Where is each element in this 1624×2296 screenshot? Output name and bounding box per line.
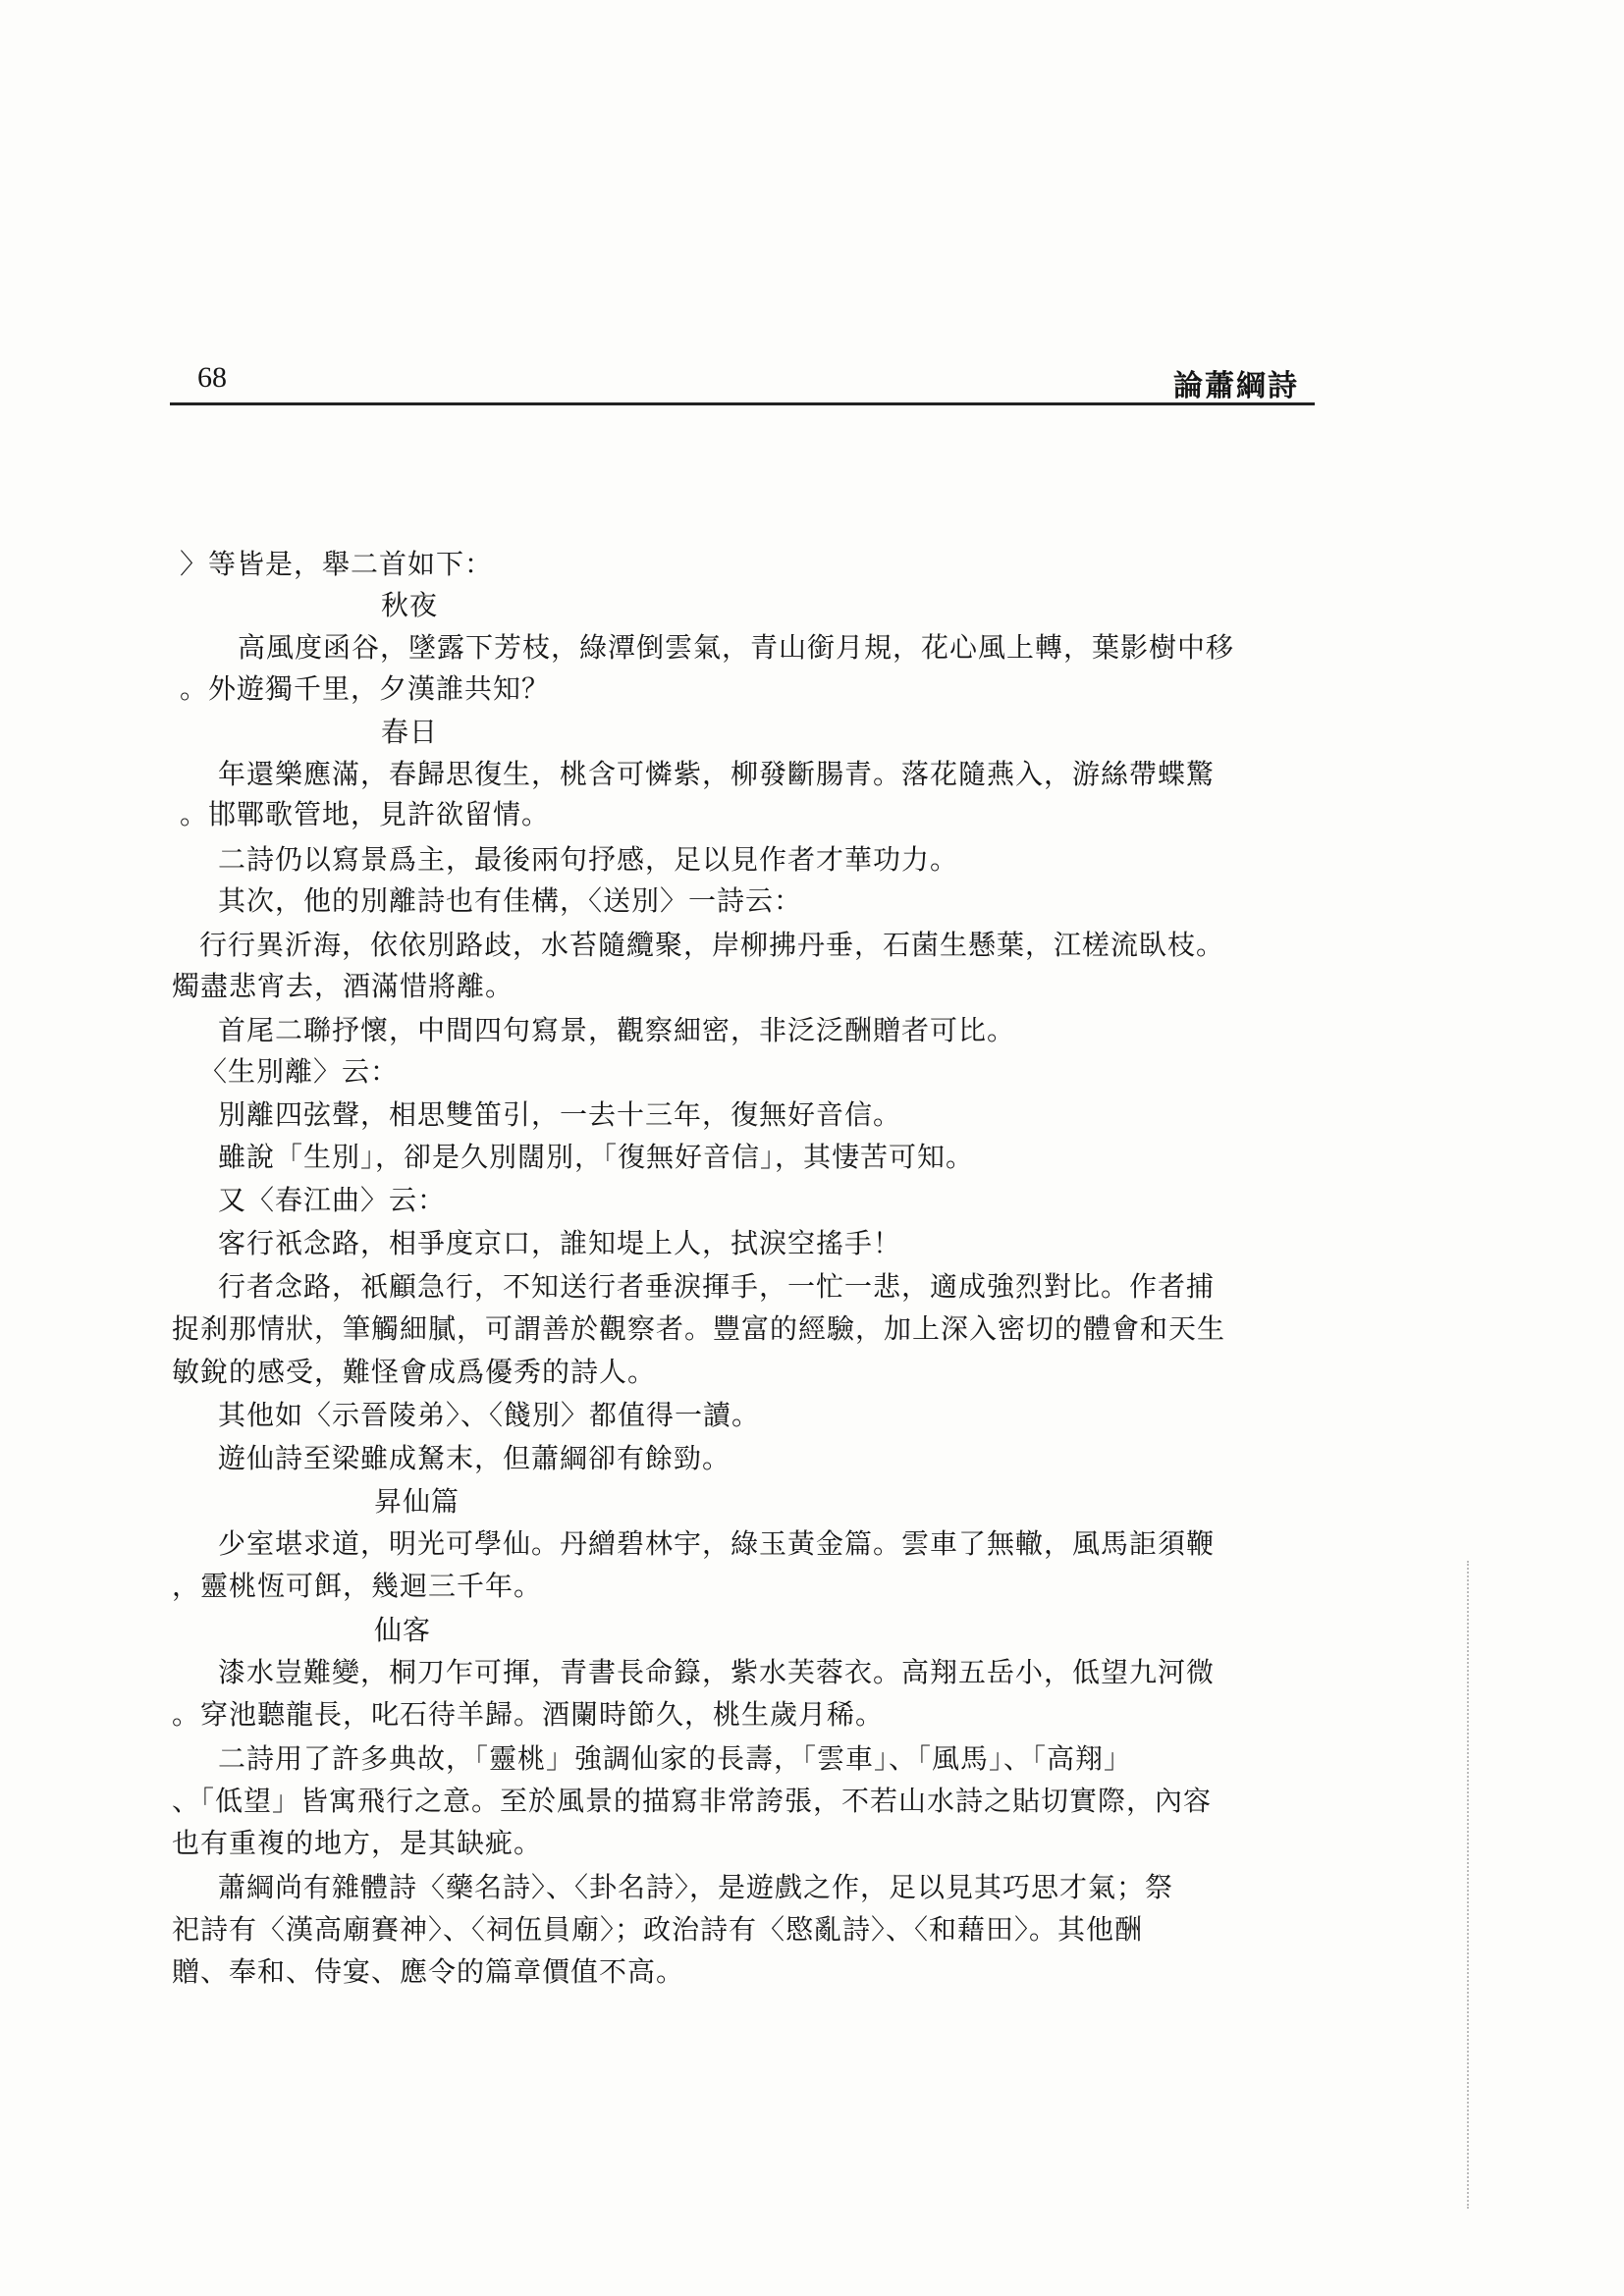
text-line: 捉刹那情狀，筆觸細膩，可謂善於觀察者。豐富的經驗，加上深入密切的體會和天生 <box>172 1312 1226 1345</box>
poem-line: 年還樂應滿，春歸思復生，桃含可憐紫，柳發斷腸青。落花隨燕入，游絲帶蝶驚 <box>218 758 1216 790</box>
poem-line: 。邯鄲歌管地，見許欲留情。 <box>180 798 551 830</box>
text-line: 行者念路，祇顧急行，不知送行者垂淚揮手，一忙一悲，適成強烈對比。作者捕 <box>218 1270 1216 1303</box>
text-line: 祀詩有〈漢高廟賽神〉、〈祠伍員廟〉；政治詩有〈愍亂詩〉、〈和藉田〉。其他酬 <box>172 1913 1144 1946</box>
text-line: 二詩用了許多典故，「靈桃」強調仙家的長壽，「雲車」、「風馬」、「高翔」 <box>218 1742 1133 1775</box>
poem-line: 別離四弦聲，相思雙笛引，一去十三年，復無好音信。 <box>218 1098 902 1131</box>
text-line: 蕭綱尚有雜體詩〈藥名詩〉、〈卦名詩〉，是遊戲之作，足以見其巧思才氣；祭 <box>218 1871 1174 1903</box>
text-line: 二詩仍以寫景爲主，最後兩句抒感，足以見作者才華功力。 <box>218 843 959 876</box>
text-line: 〈生別離〉云： <box>199 1055 400 1088</box>
page-number: 68 <box>197 361 227 394</box>
poem-line: 漆水豈難變，桐刀乍可揮，青書長命籙，紫水芙蓉衣。高翔五岳小，低望九河微 <box>218 1656 1216 1688</box>
poem-line: 客行祇念路，相爭度京口，誰知堤上人，拭淚空搖手！ <box>218 1227 902 1259</box>
text-line: 也有重複的地方，是其缺疵。 <box>172 1827 543 1859</box>
text-line: 〉等皆是，舉二首如下： <box>180 548 494 580</box>
text-line: 其他如〈示晉陵弟〉、〈餞別〉都值得一讀。 <box>218 1399 761 1431</box>
poem-title: 春日 <box>381 716 439 748</box>
text-line: 首尾二聯抒懷，中間四句寫景，觀察細密，非泛泛酬贈者可比。 <box>218 1014 1016 1046</box>
poem-line: 。穿池聽龍長，叱石待羊歸。酒闌時節久，桃生歲月稀。 <box>172 1698 885 1731</box>
poem-line: 高風度函谷，墜露下芳枝，綠潭倒雲氣，青山銜月規，花心風上轉，葉影樹中移 <box>238 631 1235 664</box>
text-line: 又〈春江曲〉云： <box>218 1184 447 1216</box>
poem-line: 行行異沂海，依依別路歧，水苔隨纜聚，岸柳拂丹垂，石菌生懸葉，江槎流臥枝。 <box>199 929 1225 961</box>
running-title: 論蕭綱詩 <box>1173 369 1299 403</box>
poem-title: 仙客 <box>374 1614 432 1646</box>
poem-title: 昇仙篇 <box>374 1485 460 1518</box>
scan-edge-line <box>1467 1561 1469 2209</box>
poem-line: ，靈桃恆可餌，幾迴三千年。 <box>172 1570 543 1602</box>
text-line: 、「低望」皆寓飛行之意。至於風景的描寫非常誇張，不若山水詩之貼切實際，內容 <box>172 1785 1213 1817</box>
poem-line: 少室堪求道，明光可學仙。丹繒碧林宇，綠玉黃金篇。雲車了無轍，風馬詎須鞭 <box>218 1527 1216 1560</box>
text-line: 贈、奉和、侍宴、應令的篇章價值不高。 <box>172 1955 685 1988</box>
poem-title: 秋夜 <box>381 589 439 621</box>
text-line: 敏銳的感受，難怪會成爲優秀的詩人。 <box>172 1356 657 1388</box>
text-line: 遊仙詩至梁雖成駑末，但蕭綱卻有餘勁。 <box>218 1442 731 1474</box>
poem-line: 。外遊獨千里，夕漢誰共知？ <box>180 672 551 705</box>
text-line: 其次，他的別離詩也有佳構，〈送別〉一詩云： <box>218 884 803 917</box>
poem-line: 燭盡悲宵去，酒滿惜將離。 <box>172 970 514 1002</box>
text-line: 雖說「生別」，卻是久別闊別，「復無好音信」，其悽苦可知。 <box>218 1141 975 1173</box>
